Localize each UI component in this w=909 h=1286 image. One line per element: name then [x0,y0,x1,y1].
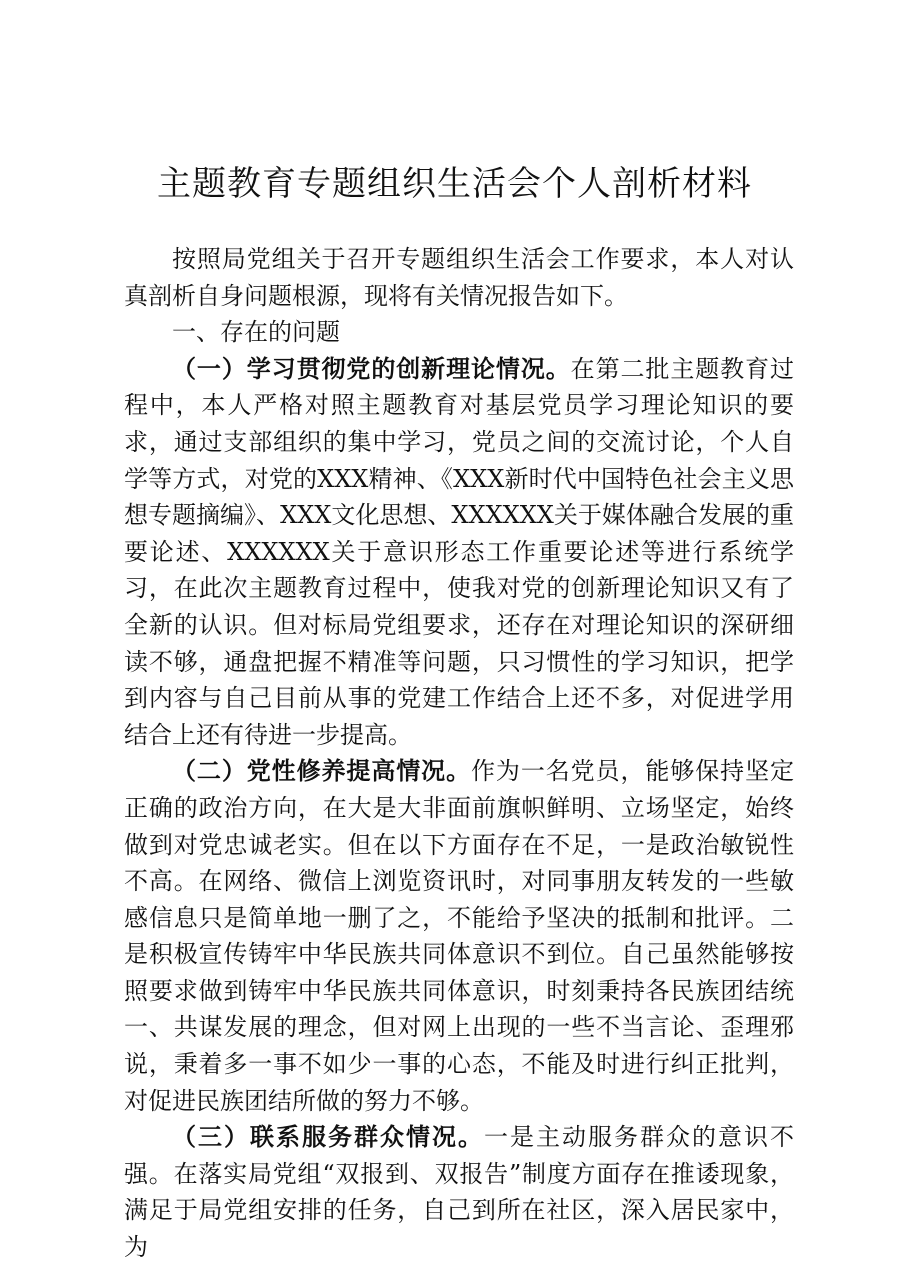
item-text-party-spirit: 作为一名党员，能够保持坚定正确的政治方向，在大是大非面前旗帜鲜明、立场坚定，始终做到对党忠诚老实。但在以下方面存在不足，一是政治敏锐性不高。在网络、微信上浏览资讯时，对同事朋友转发的一些敏感信息只是简单地一删了之，不能给予坚决的抵制和批评。二是积极宣传铸牢中华民族共同体意识不到位。自己虽然能够按照要求做到铸牢中华民族共同体意识，时刻秉持各民族团结统一、共谋发展的理念，但对网上出现的一些不当言论、歪理邪说，秉着多一事不如少一事的心态，不能及时进行纠正批判，对促进民族团结所做的努力不够。 [124,757,794,1115]
item-text-study: 在第二批主题教育过程中，本人严格对照主题教育对基层党员学习理论知识的要求，通过支部组织的集中学习，党员之间的交流讨论，个人自学等方式，对党的XXX精神、《XXX新时代中国特色社会主义思想专题摘编》、XXX文化思想、XXXXXX关于媒体融合发展的重要论述、XXXXXX关于意识形态工作重要论述等进行系统学习，在此次主题教育过程中，使我对党的创新理论知识又有了全新的认识。但对标局党组要求，还存在对理论知识的深研细读不够，通盘把握不精准等问题，只习惯性的学习知识，把学到内容与自己目前从事的党建工作结合上还不多，对促进学用结合上还有待进一步提高。 [124,354,795,749]
item-paragraph-study [124,351,794,754]
item-paragraph-serve-masses [124,1119,794,1265]
item-heading-serve-masses: （三）联系服务群众情况。 [172,1122,484,1152]
intro-paragraph: 按照局党组关于召开专题组织生活会工作要求，本人对认真剖析自身问题根源，现将有关情况报告如下。 [124,245,794,310]
item-heading-study: （一）学习贯彻党的创新理论情况。 [172,353,571,383]
document-title: 主题教育专题组织生活会个人剖析材料 [157,164,752,204]
section-heading-problems: 一、存在的问题 [172,318,340,347]
item-text-serve-masses: 一是主动服务群众的意识不强。在落实局党组“双报到、双报告”制度方面存在推诿现象，满足于局党组安排的任务，自己到所在社区，深入居民家中，为 [124,1123,794,1262]
item-paragraph-party-spirit [124,753,794,1119]
item-heading-party-spirit: （二）党性修养提高情况。 [172,756,471,786]
document-body [124,241,794,1266]
